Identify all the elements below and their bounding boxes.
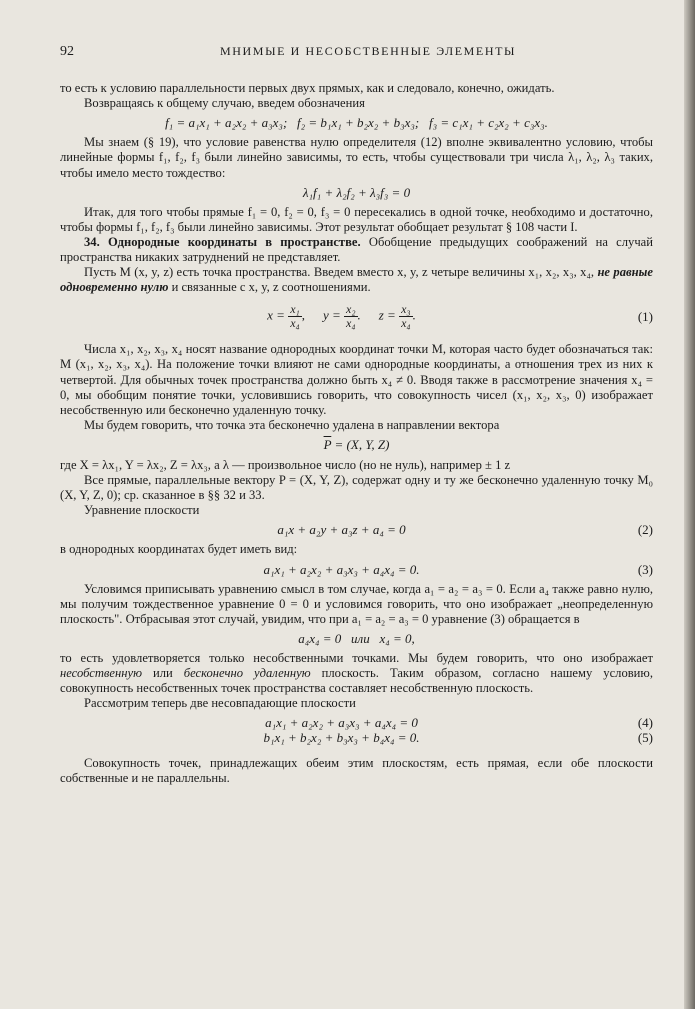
paragraph-10: Все прямые, параллельные вектору P = (X, Y, Z), содержат одну и ту же бесконечно удаленную точку M₀ (X, Y, Z, 0); ср. сказанное в §§ 32 и 33.: [60, 473, 653, 503]
eq1-x: [267, 303, 305, 330]
paragraph-14-text-b: или: [141, 666, 184, 681]
paragraph-8: Мы будем говорить, что точка эта бесконечно удалена в направлении вектора: [84, 417, 500, 432]
equation-5: [60, 730, 653, 745]
page-number: 92: [60, 44, 74, 59]
paragraph-5: [60, 235, 653, 265]
equation-2: [60, 522, 653, 537]
equation-5-text: b₁x₁ + b₂x₂ + b₃x₃ + b₄x₄ = 0.: [263, 730, 420, 746]
page-header: [60, 44, 653, 59]
equation-3-text: a₁x₁ + a₂x₂ + a₃x₃ + a₄x₄ = 0.: [263, 561, 420, 577]
formula-forms: f₁ = a₁x₁ + a₂x₂ + a₃x₃; f₂ = b₁x₁ + b₂x₂ + b₃x₃; f₃ = c₁x₁ + c₂x₂ + c₃x₃.: [165, 115, 548, 131]
eq1-z-numerator: x₃: [401, 302, 411, 317]
paragraph-7: Числа x₁, x₂, x₃, x₄ носят название однородных координат точки M, которая часто будет обозначаться так: M (x₁, x₂, x₃, x₄). На положение точки влияют не сами однородные координаты, а отношения трех из них к четвертой. Для обычных точек пространства должно быть x₄ ≠ 0. Вводя также в рассмотрение значения x₄ = 0, мы обобщим понятие точки, условившись говорить, что совокупность чисел (x₁, x₂, x₃, 0) изображает несобственную или бесконечно удаленную точку.: [60, 342, 653, 417]
eq1-x-numerator: x₁: [290, 302, 300, 317]
equation-1-tag: (1): [637, 309, 653, 325]
equation-4-text: a₁x₁ + a₂x₂ + a₃x₃ + a₄x₄ = 0: [265, 715, 418, 731]
paragraph-6-text-b: и связанные с x, y, z соотношениями.: [168, 280, 371, 295]
equation-2-text: a₁x + a₂y + a₃z + a₄ = 0: [277, 522, 406, 538]
paragraph-15: Рассмотрим теперь две несовпадающие плоскости: [84, 696, 356, 711]
equation-3-tag: (3): [637, 561, 653, 577]
paragraph-14-text-a: то есть удовлетворяется только несобственными точками. Мы будем говорить, что оно изображает: [60, 651, 653, 665]
eq1-x-label: x =: [267, 307, 285, 323]
formula-linear-dependence: λ₁f₁ + λ₂f₂ + λ₃f₃ = 0: [302, 184, 411, 200]
eq1-y-denominator: x₄: [346, 316, 356, 331]
equation-5-tag: (5): [637, 730, 653, 746]
equation-3: [60, 562, 653, 577]
section-heading: 34. Однородные координаты в пространстве.: [84, 234, 361, 249]
eq1-z: [379, 303, 416, 330]
eq1-x-denominator: x₄: [290, 316, 300, 331]
vector-formula: [60, 437, 653, 452]
eq1-y-label: y =: [322, 307, 341, 323]
formula-x4-zero: a₄x₄ = 0 или x₄ = 0,: [298, 630, 415, 646]
vector-components: = (X, Y, Z): [331, 436, 390, 452]
paragraph-1: то есть к условию параллельности первых двух прямых, как и следовало, конечно, ожидать.: [60, 81, 555, 96]
eq1-sep3: .: [412, 307, 416, 323]
equation-4: [60, 715, 653, 730]
paragraph-14-text-c: плоскость. Таким образом, согласно нашему условию, совокупность несобственных точек пространства составляет несобственную плоскость.: [60, 666, 653, 696]
equation-2-tag: (2): [637, 522, 653, 538]
paragraph-6: [60, 265, 653, 295]
eq1-z-label: z =: [378, 307, 396, 323]
equation-4-tag: (4): [637, 715, 653, 731]
paragraph-6-emphasis: не равные одновременно нулю: [60, 265, 653, 295]
paragraph-12: в однородных координатах будет иметь вид:: [60, 542, 298, 557]
eq1-z-denominator: x₄: [401, 316, 411, 331]
eq1-z-fraction: [399, 303, 413, 330]
paragraph-4: Итак, для того чтобы прямые f₁ = 0, f₂ = 0, f₃ = 0 пересекались в одной точке, необходимо и достаточно, чтобы формы f₁, f₂, f₃ были линейно зависимы. Этот результат обобщает результат § 108 части I.: [60, 204, 653, 234]
paragraph-5-text: Обобщение предыдущих соображений на случай пространства никаких затруднений не представляет.: [60, 234, 653, 265]
paragraph-2: Возвращаясь к общему случаю, введем обозначения: [84, 96, 365, 111]
vector-symbol: $\overline{P}$: [323, 436, 332, 452]
running-title: МНИМЫЕ И НЕСОБСТВЕННЫЕ ЭЛЕМЕНТЫ: [220, 44, 517, 58]
equation-1: [60, 303, 653, 330]
eq1-y-fraction: [344, 303, 358, 330]
eq1-sep1: ,: [301, 307, 305, 323]
eq1-y-numerator: x₂: [346, 302, 356, 317]
paragraph-3: Мы знаем (§ 19), что условие равенства нулю определителя (12) вполне эквивалентно условию, чтобы линейные формы f₁, f₂, f₃ были линейно зависимы, то есть, чтобы существовали три числа λ₁, λ₂, λ₃ таких, чтобы имело место тождество:: [60, 135, 653, 180]
paragraph-13: Условимся приписывать уравнению смысл в том случае, когда a₁ = a₂ = a₃ = 0. Если a₄ также равно нулю, мы получим тождественное уравнение 0 = 0 и условимся говорить, что оно изображает „неопределенную плоскость". Отбрасывая этот случай, увидим, что при a₁ = a₂ = a₃ = 0 уравнение (3) обращается в: [60, 581, 653, 626]
eq1-sep2: .: [357, 307, 361, 323]
paragraph-14-emphasis-1: несобственную: [60, 666, 142, 681]
eq1-x-fraction: [288, 303, 302, 330]
page-edge-shadow: [684, 0, 695, 1009]
paragraph-11: Уравнение плоскости: [84, 503, 200, 518]
paragraph-14-emphasis-2: бесконечно удаленную: [183, 666, 311, 681]
eq1-y: [323, 303, 361, 330]
paragraph-16: Совокупность точек, принадлежащих обеим этим плоскостям, есть прямая, если обе плоскости собственные и не параллельны.: [60, 755, 653, 785]
paragraph-6-text-a: Пусть M (x, y, z) есть точка пространства. Введем вместо x, y, z четыре величины x₁, x₂, x₃, x₄,: [84, 265, 598, 280]
paragraph-14: [60, 651, 653, 696]
paragraph-9: где X = λx₁, Y = λx₂, Z = λx₃, а λ — произвольное число (но не нуль), например ± 1 z: [60, 457, 511, 472]
